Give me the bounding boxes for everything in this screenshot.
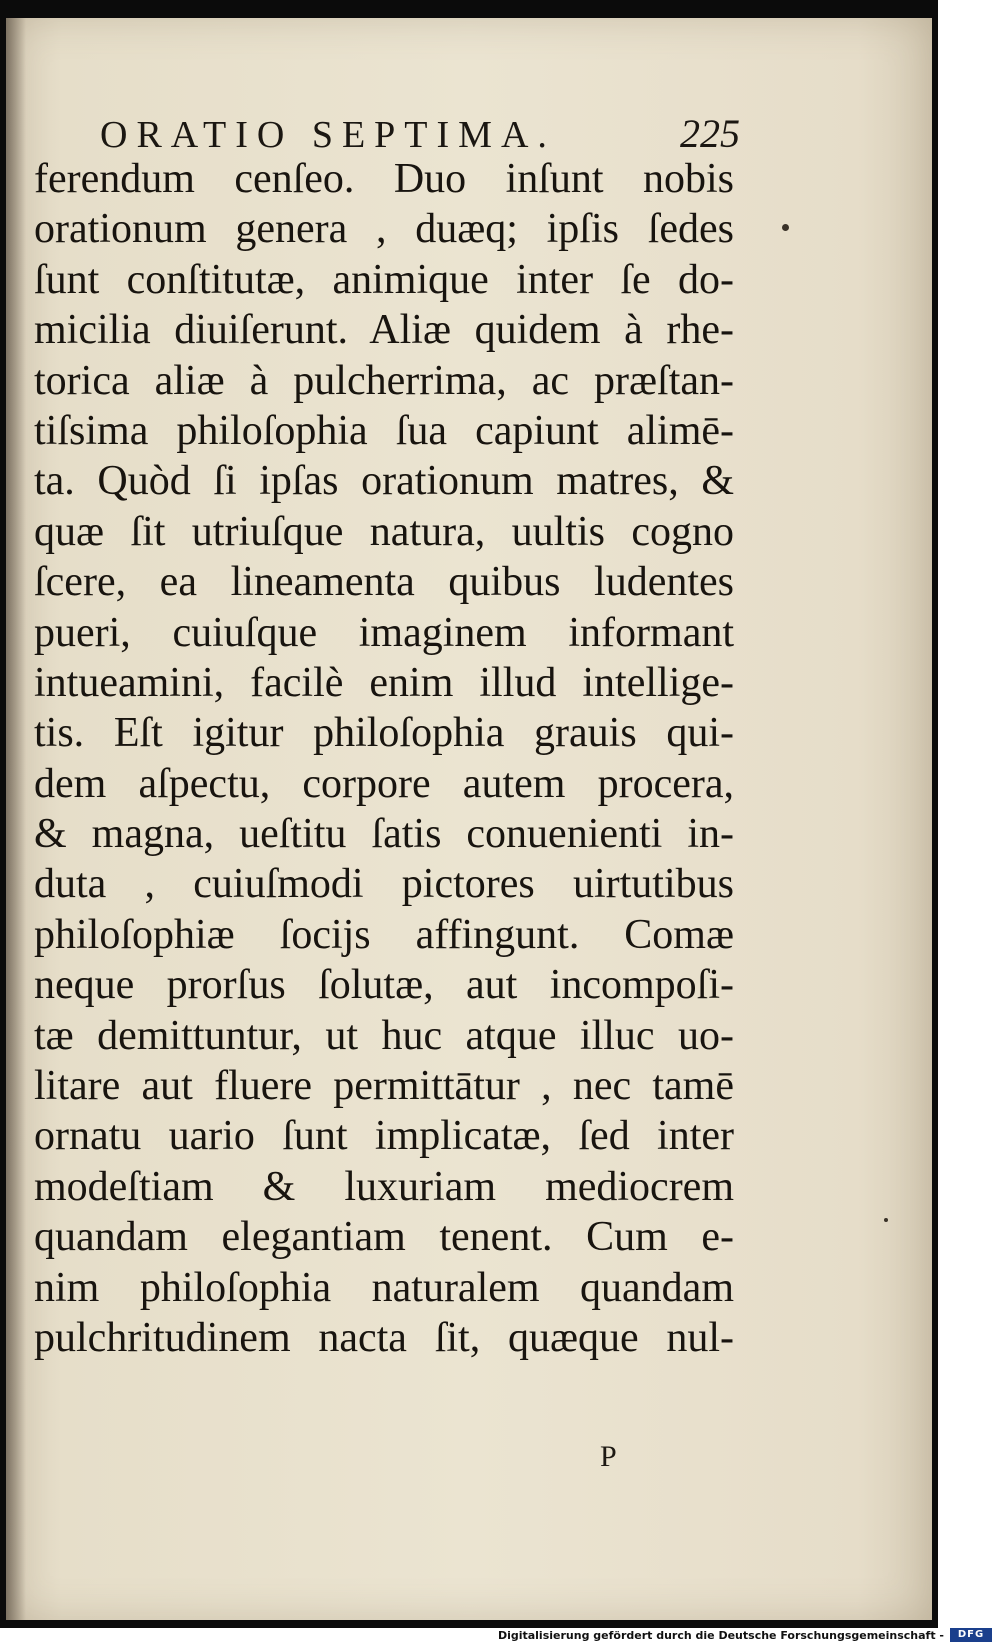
text-line: tiſsima philoſophia ſua capiunt alimē- bbox=[34, 407, 734, 454]
text-line: orationum genera , duæq; ipſis ſedes bbox=[34, 206, 734, 253]
text-line: micilia diuiſerunt. Aliæ quidem à rhe- bbox=[34, 307, 734, 354]
text-line: tæ demittuntur, ut huc atque illuc uo- bbox=[34, 1012, 734, 1059]
text-line: ferendum cenſeo. Duo inſunt nobis bbox=[34, 156, 734, 202]
ink-speck bbox=[782, 224, 789, 231]
text-line: neque prorſus ſolutæ, aut incompoſi- bbox=[34, 962, 734, 1009]
text-line: ſcere, ea lineamenta quibus ludentes bbox=[34, 559, 734, 606]
digitization-credit: Digitalisierung gefördert durch die Deutsche Forschungsgemeinschaft - bbox=[497, 1629, 944, 1642]
text-line: duta , cuiuſmodi pictores uirtutibus bbox=[34, 861, 734, 908]
text-line: philoſophiæ ſocijs affingunt. Comæ bbox=[34, 911, 734, 958]
text-line: litare aut fluere permittātur , nec tamē bbox=[34, 1063, 734, 1110]
text-line: nim philoſophia naturalem quandam bbox=[34, 1264, 734, 1311]
text-line: ta. Quòd ſi ipſas orationum matres, & bbox=[34, 458, 734, 505]
text-line: pueri, cuiuſque imaginem informant bbox=[34, 609, 734, 656]
text-line: dem aſpectu, corpore autem procera, bbox=[34, 760, 734, 807]
text-line: tis. Eſt igitur philoſophia grauis qui- bbox=[34, 710, 734, 757]
dfg-logo: DFG bbox=[950, 1628, 992, 1642]
text-line: intueamini, facilè enim illud intellige- bbox=[34, 659, 734, 706]
text-line: ſunt conſtitutæ, animique inter ſe do- bbox=[34, 256, 734, 303]
text-line: modeſtiam & luxuriam mediocrem bbox=[34, 1163, 734, 1210]
text-line: quæ ſit utriuſque natura, uultis cogno bbox=[34, 508, 734, 555]
running-title: ORATIO SEPTIMA. bbox=[100, 114, 556, 156]
page-header bbox=[100, 110, 740, 157]
text-line: quandam elegantiam tenent. Cum e- bbox=[34, 1214, 734, 1261]
signature-mark: P bbox=[600, 1440, 617, 1473]
text-line: ornatu uario ſunt implicatæ, ſed inter bbox=[34, 1113, 734, 1160]
text-line: pulchritudinem nacta ſit, quæque nul- bbox=[34, 1314, 734, 1361]
text-line: & magna, ueſtitu ſatis conuenienti in- bbox=[34, 811, 734, 858]
page-number: 225 bbox=[680, 111, 740, 156]
page-spine-shadow bbox=[6, 18, 26, 1620]
ink-speck bbox=[884, 1218, 888, 1222]
body-text bbox=[34, 154, 734, 1363]
text-line: torica aliæ à pulcherrima, ac præſtan- bbox=[34, 357, 734, 404]
